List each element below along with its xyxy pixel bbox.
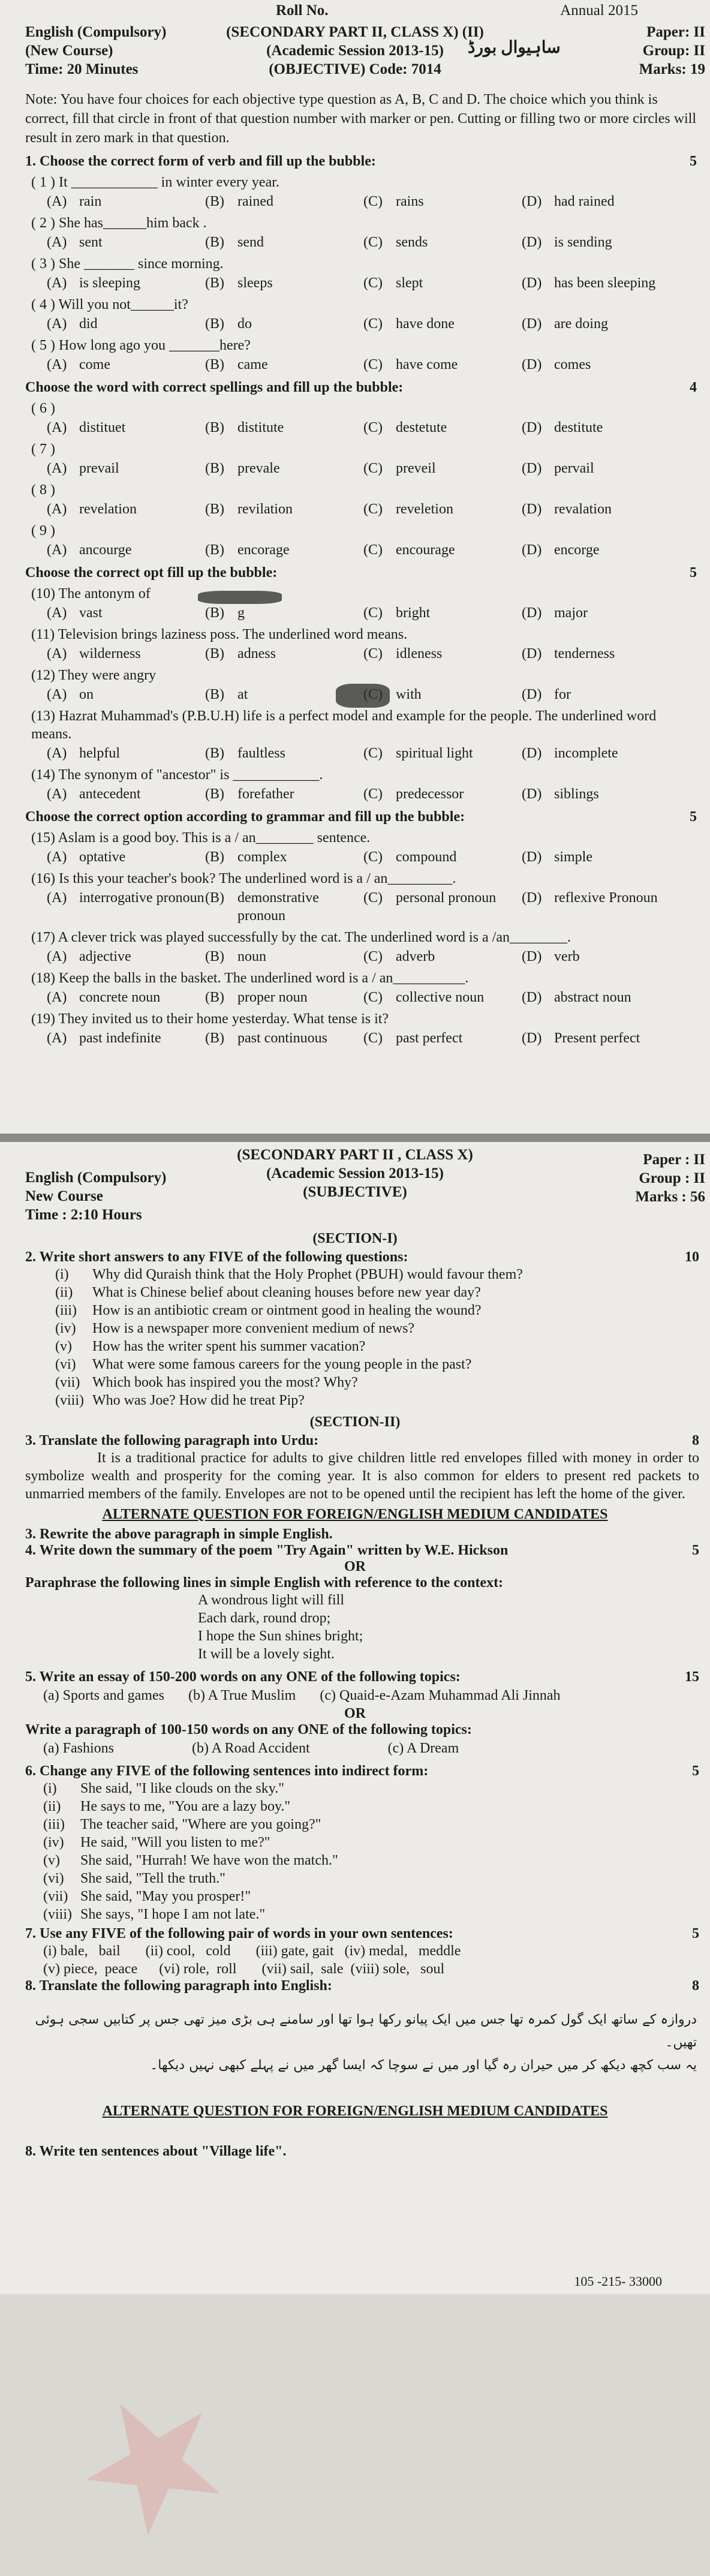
subjective-paper (0, 1142, 710, 2573)
option-b[interactable]: (B) sleeps (205, 275, 273, 291)
option-d[interactable]: (D) Present perfect (522, 1030, 640, 1046)
question-stem: ( 5 ) How long ago you _______here? (31, 338, 251, 353)
option-a[interactable]: (A) concrete noun (47, 990, 161, 1005)
list-item: (viii) She says, "I hope I am not late." (43, 1907, 266, 1922)
option-a[interactable]: (A) vast (47, 605, 103, 621)
options-row (47, 848, 699, 866)
section-heading: Choose the correct opt fill up the bubble: 5 (25, 565, 697, 581)
section-i-title: (SECTION-I) (312, 1231, 398, 1246)
option-a[interactable]: (A) is sleeping (47, 275, 140, 291)
q5b-topics: (a) Fashions (b) A Road Accident (c) A Dream (43, 1741, 459, 1756)
question-stem: (11) Television brings laziness poss. The underlined word means. (31, 627, 408, 642)
option-c[interactable]: (C) past perfect (363, 1030, 463, 1046)
question-stem: (12) They were angry (31, 668, 157, 683)
option-c[interactable]: (C) compound (363, 849, 457, 865)
option-d[interactable]: (D) siblings (522, 786, 599, 802)
question-stem: ( 3 ) She _______ since morning. (31, 256, 224, 272)
list-item: (i) Why did Quraish think that the Holy Prophet (PBUH) would favour them? (55, 1267, 523, 1282)
options-row (47, 1029, 699, 1047)
option-a[interactable]: (A) adjective (47, 949, 131, 964)
option-c[interactable]: (C) personal pronoun (363, 890, 497, 906)
list-item: (v) How has the writer spent his summer vacation? (55, 1339, 366, 1354)
options-row (47, 419, 699, 437)
option-d[interactable]: (D) has been sleeping (522, 275, 656, 291)
option-a[interactable]: (A) distituet (47, 420, 126, 435)
question-stem: (18) Keep the balls in the basket. The underlined word is a / an__________. (31, 970, 469, 986)
q8-alternate: 8. Write ten sentences about "Village life". (25, 2144, 287, 2159)
question-stem: (13) Hazrat Muhammad's (P.B.U.H) life is a perfect model and example for the people. The underlined word means. (31, 708, 657, 742)
section-heading: Choose the correct option according to grammar and fill up the bubble: 5 (25, 809, 697, 825)
option-b[interactable]: (B) rained (205, 194, 273, 209)
option-a[interactable]: (A) did (47, 316, 98, 332)
option-c[interactable]: (C) destetute (363, 420, 447, 435)
question-stem: (15) Aslam is a good boy. This is a / an________ sentence. (31, 830, 371, 846)
option-c[interactable]: (C) rains (363, 194, 424, 209)
option-b[interactable]: (B) proper noun (205, 990, 308, 1005)
option-a[interactable]: (A) helpful (47, 746, 120, 761)
options-row (47, 889, 699, 925)
option-a[interactable]: (A) rain (47, 194, 102, 209)
question-stem: ( 7 ) (31, 441, 55, 457)
section-ii-title: (SECTION-II) (309, 1414, 401, 1430)
option-c[interactable]: (C) encourage (363, 542, 455, 558)
option-b[interactable]: (B) forefather (205, 786, 294, 802)
question-stem: ( 8 ) (31, 482, 55, 498)
list-item: (vi) She said, "Tell the truth." (43, 1871, 225, 1886)
option-a[interactable]: (A) wilderness (47, 646, 141, 662)
paper-code: 105 -215- 33000 (574, 2274, 662, 2289)
option-c[interactable]: with (396, 687, 422, 702)
watermark: ★ (50, 2353, 258, 2573)
annual-year: Annual 2015 (560, 2, 638, 19)
option-a[interactable]: (A) come (47, 357, 110, 372)
options-row (47, 988, 699, 1006)
q7-heading: 7. Use any FIVE of the following pair of words in your own sentences: 5 (25, 1926, 699, 1941)
option-d[interactable]: (D) revalation (522, 501, 612, 517)
options-row (47, 274, 699, 292)
option-b[interactable]: (B) prevale (205, 461, 280, 476)
instructions-note: Note: You have four choices for each objective type question as A, B, C and D. The choice which you think is correct, fill that circle in front of that question number with marker or pen. Cutting or filling two or more circles will result in zero mark in that question. (25, 92, 697, 146)
options-row (47, 193, 699, 211)
option-b[interactable]: (B) distitute (205, 420, 284, 435)
option-b[interactable]: (B) send (205, 235, 264, 250)
list-item: (viii) Who was Joe? How did he treat Pip? (55, 1393, 305, 1408)
page-divider (0, 1134, 710, 1142)
ink-smudge (336, 684, 390, 708)
option-c[interactable]: (C) adverb (363, 949, 435, 964)
question-stem: ( 2 ) She has______him back . (31, 215, 207, 231)
options-row (47, 645, 699, 663)
question-stem: ( 9 ) (31, 523, 55, 539)
board-stamp: ساہیوال بورڈ (468, 38, 561, 57)
list-item: (iv) He said, "Will you listen to me?" (43, 1835, 270, 1850)
question-stem: (19) They invited us to their home yesterday. What tense is it? (31, 1011, 389, 1027)
objective-sections (0, 154, 710, 1047)
list-item: (vii) She said, "May you prosper!" (43, 1889, 251, 1904)
option-c[interactable]: (C) have come (363, 357, 458, 372)
option-b[interactable]: (B) at (205, 687, 248, 702)
objective-header (0, 0, 710, 90)
option-d[interactable]: (D) comes (522, 357, 591, 372)
option-b[interactable]: (B) faultless (205, 746, 285, 761)
options-row (47, 744, 699, 762)
q2-heading: 2. Write short answers to any FIVE of the following questions: 10 (25, 1249, 699, 1265)
option-d[interactable]: (D) abstract noun (522, 990, 631, 1005)
list-item: (ii) He says to me, "You are a lazy boy." (43, 1799, 291, 1814)
options-row (47, 459, 699, 477)
question-stem: (17) A clever trick was played successfully by the cat. The underlined word is a /an________. (31, 930, 571, 945)
options-row (47, 541, 699, 559)
list-item: (v) She said, "Hurrah! We have won the match." (43, 1853, 338, 1868)
option-a[interactable]: (A) antecedent (47, 786, 141, 802)
question-stem: ( 6 ) (31, 401, 55, 416)
options-row (47, 948, 699, 966)
objective-paper (0, 0, 710, 1134)
option-b[interactable]: (B) g (205, 605, 245, 621)
q3-alternate: 3. Rewrite the above paragraph in simple English. (25, 1526, 333, 1542)
option-b[interactable]: (B) encorage (205, 542, 290, 558)
option-b[interactable]: (B) came (205, 357, 268, 372)
section-heading: Choose the word with correct spellings and fill up the bubble: 4 (25, 380, 697, 395)
option-a[interactable]: (A) optative (47, 849, 126, 865)
alternate-heading-1: ALTERNATE QUESTION FOR FOREIGN/ENGLISH MEDIUM CANDIDATES (102, 1507, 608, 1522)
section-heading: 1. Choose the correct form of verb and fill up the bubble: 5 (25, 154, 697, 169)
option-d[interactable]: (D) major (522, 605, 588, 621)
option-b[interactable]: (B) noun (205, 949, 266, 964)
option-b[interactable]: (B) past continuous (205, 1030, 327, 1046)
question-stem: (14) The synonym of "ancestor" is ____________. (31, 767, 323, 783)
or-label: OR (344, 1559, 366, 1574)
option-d[interactable]: (D) simple (522, 849, 592, 865)
option-d[interactable]: (D) incomplete (522, 746, 618, 761)
list-item: (i) She said, "I like clouds on the sky." (43, 1781, 284, 1796)
option-b[interactable]: (B) adness (205, 646, 276, 662)
option-a[interactable]: (A) on (47, 687, 94, 702)
header-left: English (Compulsory) (New Course) Time: 20 Minutes (25, 24, 167, 77)
header-left: English (Compulsory) New Course Time : 2:10 Hours (25, 1170, 167, 1223)
question-stem: (10) The antonym of (31, 586, 151, 602)
q6-list (43, 1780, 699, 1923)
list-item: (iii) The teacher said, "Where are you going?" (43, 1817, 321, 1832)
option-d[interactable]: (D) is sending (522, 235, 612, 250)
option-b[interactable]: (B) complex (205, 849, 287, 865)
option-d[interactable]: (D) for (522, 687, 571, 702)
q5-paragraph-heading: Write a paragraph of 100-150 words on any ONE of the following topics: (25, 1722, 472, 1738)
option-d[interactable]: (D) pervail (522, 461, 594, 476)
poem-lines: A wondrous light will fill Each dark, round drop; I hope the Sun shines bright; It will be a lovely sight. (198, 1592, 363, 1662)
list-item: (vi) What were some famous careers for the young people in the past? (55, 1357, 472, 1372)
option-d[interactable]: (D) tenderness (522, 646, 615, 662)
option-d[interactable]: (D) verb (522, 949, 580, 964)
or-label: OR (344, 1706, 366, 1721)
q2-list (55, 1266, 699, 1409)
alternate-heading-2: ALTERNATE QUESTION FOR FOREIGN/ENGLISH MEDIUM CANDIDATES (102, 2103, 608, 2119)
option-c[interactable]: (C) idleness (363, 646, 443, 662)
subjective-header (0, 1142, 710, 1226)
option-a[interactable]: (A) revelation (47, 501, 137, 517)
question-stem: ( 1 ) It ____________ in winter every year. (31, 175, 279, 190)
header-right: Paper : II Group : II Marks : 56 (635, 1152, 705, 1205)
q8-heading: 8. Translate the following paragraph into English: 8 (25, 1978, 699, 1994)
options-row (47, 604, 699, 622)
header-right: Paper: II Group: II Marks: 19 (639, 24, 705, 77)
option-a[interactable]: (A) ancourge (47, 542, 132, 558)
option-c[interactable]: (C) reveletion (363, 501, 453, 517)
option-a[interactable]: (A) interrogative pronoun (47, 890, 204, 906)
urdu-paragraph: دروازہ کے ساتھ ایک گول کمرہ تھا جس میں ایک پیانو رکھا ہوا تھا اور سامنے ہی بڑی میز تھی جس پر کتابیں سجی ہوئی تھیں۔ یہ سب کچھ دیکھ کر میں حیران رہ گیا اور میں نے سوچا کہ ایسا گھر میں نے پہلے کبھی نہیں دیکھا۔ (35, 2012, 697, 2073)
roll-no: Roll No. (276, 2, 329, 19)
q5-heading: 5. Write an essay of 150-200 words on any ONE of the following topics: 15 (25, 1669, 699, 1685)
option-c[interactable]: (C) slept (363, 275, 423, 291)
q7-pairs: (i) bale, bail (ii) cool, cold (iii) gate, gait (iv) medal, meddle (v) piece, peace (vi) role, roll (vii) sail, sale (viii) sole, soul (43, 1943, 461, 1977)
option-c[interactable]: (C) preveil (363, 461, 436, 476)
ink-smudge (198, 591, 282, 604)
option-d[interactable]: (D) destitute (522, 420, 603, 435)
option-d[interactable]: (D) reflexive Pronoun (522, 890, 658, 906)
options-row (47, 315, 699, 333)
question-stem: ( 4 ) Will you not______it? (31, 297, 188, 312)
option-b[interactable]: (B) do (205, 316, 252, 332)
option-c[interactable]: (C) collective noun (363, 990, 485, 1005)
option-c[interactable]: (C) predecessor (363, 786, 464, 802)
option-c[interactable]: (C) sends (363, 235, 428, 250)
option-b[interactable]: (B) demonstrative pronoun (205, 890, 319, 924)
list-item: (iii) How is an antibiotic cream or ointment good in healing the wound? (55, 1303, 482, 1318)
header-center: (SECONDARY PART II , CLASS X) (Academic Session 2013-15) (SUBJECTIVE) (237, 1147, 473, 1200)
option-d[interactable]: (D) encorge (522, 542, 600, 558)
list-item: (ii) What is Chinese belief about cleaning houses before new year day? (55, 1285, 481, 1300)
options-row (47, 785, 699, 803)
options-row (47, 356, 699, 374)
list-item: (iv) How is a newspaper more convenient medium of news? (55, 1321, 415, 1336)
q5-topics: (a) Sports and games (b) A True Muslim (c) Quaid-e-Azam Muhammad Ali Jinnah (43, 1688, 561, 1703)
option-c[interactable]: (C) spiritual light (363, 746, 473, 761)
option-a[interactable]: (A) sent (47, 235, 103, 250)
q6-heading: 6. Change any FIVE of the following sentences into indirect form: 5 (25, 1763, 699, 1779)
q3-heading: 3. Translate the following paragraph into Urdu: 8 (25, 1433, 699, 1448)
option-d[interactable]: (D) are doing (522, 316, 608, 332)
q4-paraphrase: Paraphrase the following lines in simple English with reference to the context: (25, 1575, 504, 1591)
q4-heading: 4. Write down the summary of the poem "Try Again" written by W.E. Hickson 5 (25, 1543, 699, 1558)
list-item: (vii) Which book has inspired you the most? Why? (55, 1375, 358, 1390)
header-center: (SECONDARY PART II, CLASS X) (II) (Academic Session 2013-15) (OBJECTIVE) Code: 7014 (226, 24, 484, 77)
option-c[interactable]: (C) bright (363, 605, 431, 621)
question-stem: (16) Is this your teacher's book? The underlined word is a / an_________. (31, 871, 456, 886)
option-a[interactable]: (A) past indefinite (47, 1030, 161, 1046)
option-b[interactable]: (B) revilation (205, 501, 293, 517)
options-row (47, 233, 699, 251)
option-a[interactable]: (A) prevail (47, 461, 119, 476)
option-c[interactable]: (C) have done (363, 316, 455, 332)
option-d[interactable]: (D) had rained (522, 194, 615, 209)
q3-paragraph: It is a traditional practice for adults to give children little red envelopes filled with money in order to symbolize wealth and prosperity for the coming year. It is also common for elders to present red packets to unmarried members of the family. Envelopes are not to be opened until the recipient has left the home of the giver. (25, 1450, 699, 1502)
options-row (47, 500, 699, 518)
